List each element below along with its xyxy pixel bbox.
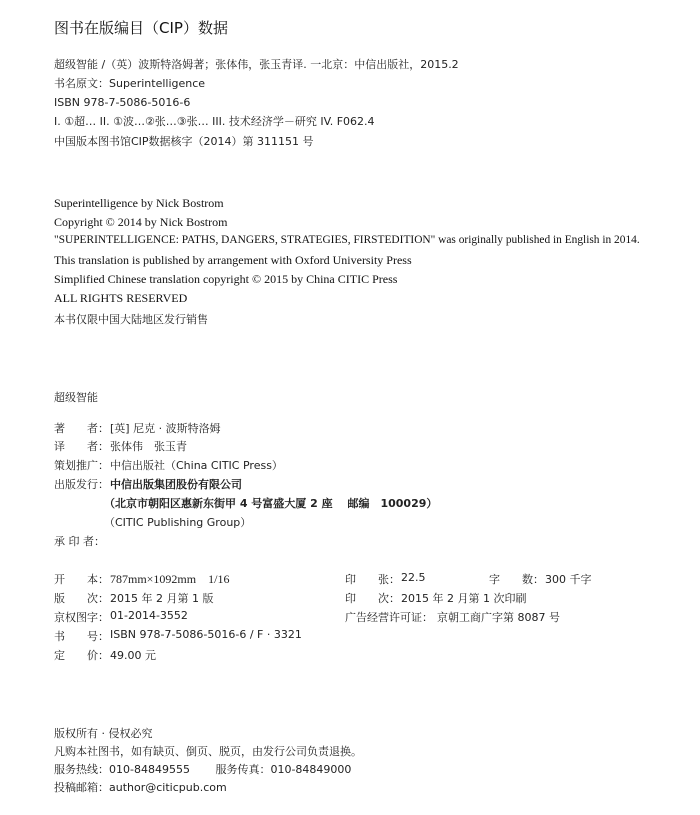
- planner-label: 策划推广：: [54, 459, 109, 472]
- printing-value: 2015 年 2 月第 1 次印刷: [401, 592, 527, 605]
- copyright-line-5: Simplified Chinese translation copyright © 2015 by China CITIC Press: [54, 272, 398, 286]
- planner-value: 中信出版社（China CITIC Press）: [110, 459, 283, 472]
- price-value: 49.00 元: [110, 649, 156, 662]
- translator-label: 译 者：: [54, 440, 109, 453]
- sheets-value: 22.5: [401, 571, 426, 584]
- publisher-group: （CITIC Publishing Group）: [104, 516, 252, 529]
- format-value: 787mm×1092mm 1/16: [110, 572, 230, 586]
- cip-line-1: 超级智能 /（英）波斯特洛姆著；张体伟，张玉青译. 一北京：中信出版社，2015.2: [54, 58, 459, 71]
- author-value: [英] 尼克 · 波斯特洛姆: [110, 422, 221, 435]
- edition-label: 版 次：: [54, 592, 109, 605]
- rights-notice: 版权所有 · 侵权必究: [54, 727, 153, 740]
- cip-line-5: 中国版本图书馆CIP数据核字（2014）第 311151 号: [54, 135, 314, 148]
- ad-license-label: 广告经营许可证：: [345, 611, 433, 624]
- service-contact: 服务热线：010-84849555 服务传真：010-84849000: [54, 763, 352, 776]
- format-label: 开 本：: [54, 573, 109, 586]
- words-label: 字 数：: [489, 573, 544, 586]
- isbn-value: ISBN 978-7-5086-5016-6 / F · 3321: [110, 628, 302, 641]
- copyright-line-2: Copyright © 2014 by Nick Bostrom: [54, 215, 228, 229]
- words-value: 300 千字: [545, 573, 592, 586]
- price-label: 定 价：: [54, 649, 109, 662]
- book-title: 超级智能: [54, 391, 98, 404]
- cip-heading: 图书在版编目（CIP）数据: [54, 19, 228, 37]
- cip-line-4: I. ①超… II. ①波…②张…③张… III. 技术经济学－研究 IV. F062.4: [54, 115, 375, 128]
- publisher-address: （北京市朝阳区惠新东街甲 4 号富盛大厦 2 座 邮编 100029）: [104, 497, 438, 510]
- publisher-label: 出版发行：: [54, 478, 109, 491]
- sheets-label: 印 张：: [345, 573, 400, 586]
- isbn-label: 书 号：: [54, 630, 109, 643]
- translator-value: 张体伟 张玉青: [110, 440, 187, 453]
- edition-value: 2015 年 2 月第 1 版: [110, 592, 214, 605]
- contract-label: 京权图字：: [54, 611, 109, 624]
- copyright-line-4: This translation is published by arrangement with Oxford University Press: [54, 253, 412, 267]
- submission-email: 投稿邮箱：author@citicpub.com: [54, 781, 227, 794]
- copyright-line-3: "SUPERINTELLIGENCE: PATHS, DANGERS, STRATEGIES, FIRSTEDITION" was originally published in English in 2014.: [54, 234, 640, 246]
- cip-line-2: 书名原文：Superintelligence: [54, 77, 206, 90]
- publisher-value: 中信出版集团股份有限公司: [110, 478, 242, 491]
- copyright-line-6: ALL RIGHTS RESERVED: [54, 291, 188, 305]
- printer-label: 承 印 者：: [54, 535, 105, 548]
- return-policy: 凡购本社图书，如有缺页、倒页、脱页，由发行公司负责退换。: [54, 745, 362, 758]
- sales-restriction: 本书仅限中国大陆地区发行销售: [54, 313, 208, 326]
- author-label: 著 者：: [54, 422, 109, 435]
- copyright-line-1: Superintelligence by Nick Bostrom: [54, 196, 224, 210]
- cip-line-3: ISBN 978-7-5086-5016-6: [54, 96, 191, 109]
- contract-value: 01-2014-3552: [110, 609, 188, 622]
- ad-license-value: 京朝工商广字第 8087 号: [437, 611, 560, 624]
- printing-label: 印 次：: [345, 592, 400, 605]
